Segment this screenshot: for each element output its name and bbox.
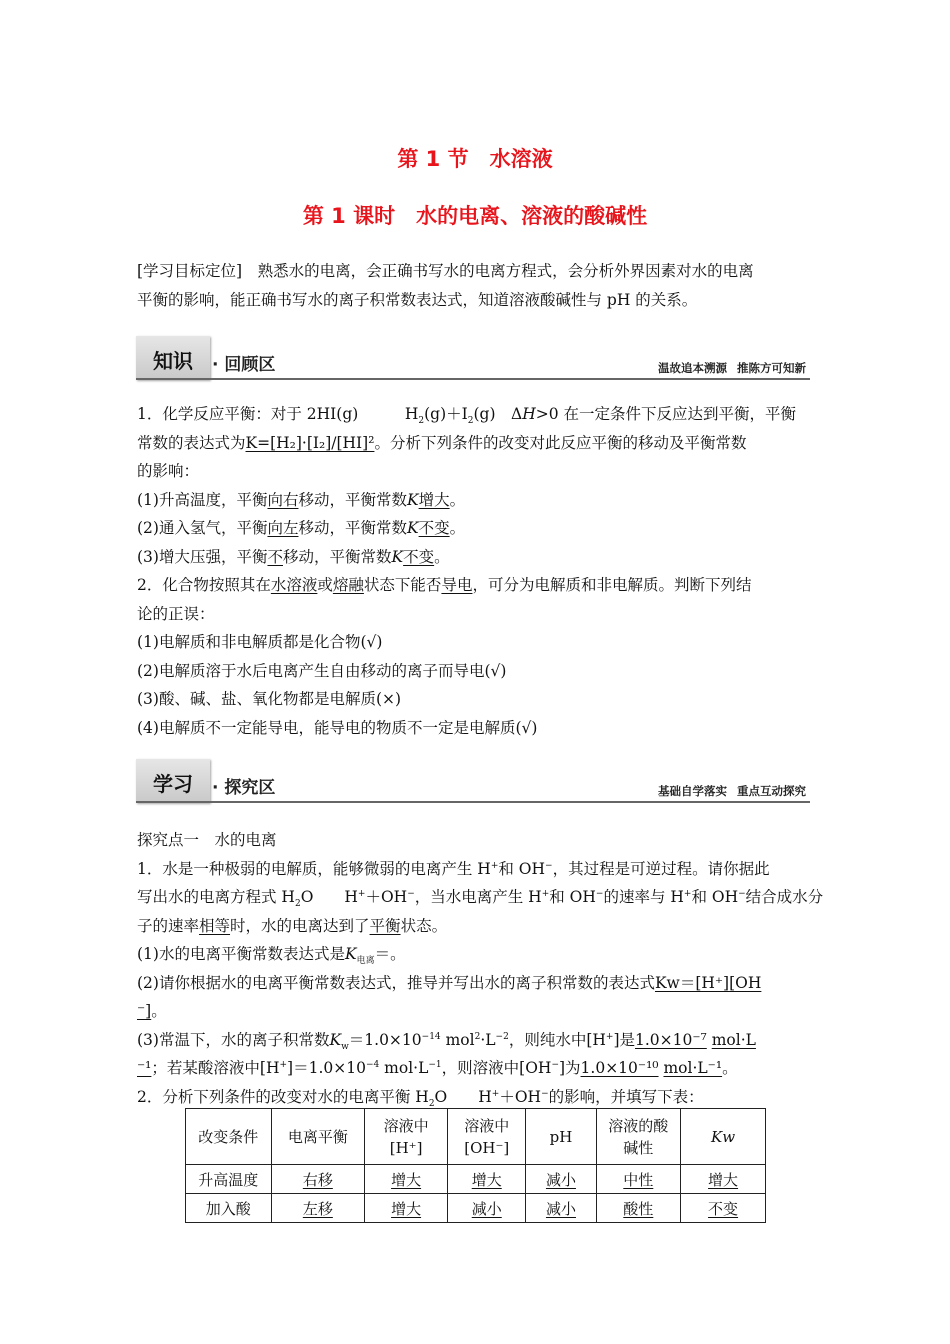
review-q2-item4: (4)电解质不一定能导电，能导电的物质不一定是电解质(√) [137, 718, 538, 737]
review-q1-item2: (2)通入氢气，平衡向左移动，平衡常数K不变。 [137, 519, 466, 537]
review-q2-line2: 论的正误： [137, 604, 215, 623]
banner-slogan: 温故追本溯源 推陈方可知新 [657, 361, 806, 375]
review-q2-item1: (1)电解质和非电解质都是化合物(√) [137, 633, 383, 651]
table-cell: 酸性 [596, 1194, 681, 1223]
explore-p2: 2．分析下列条件的改变对水的电离平衡 $H_2O$ H+＋OH−的影响，并填写下表： [137, 1087, 704, 1109]
banner-rule [136, 378, 810, 380]
review-q1-item3: (3)增大压强，平衡不移动，平衡常数K不变。 [137, 547, 450, 566]
banner-subtitle: · 回顾区 [212, 355, 276, 375]
explore-section [137, 826, 824, 1111]
table-row [186, 1165, 766, 1194]
review-q1-item1: (1)升高温度，平衡向右移动，平衡常数K增大。 [137, 490, 466, 509]
table-cell: 增大 [365, 1165, 448, 1194]
explore-p1-line3: 子的速率相等时，水的电离达到了平衡状态。 [137, 916, 448, 935]
review-section [137, 400, 813, 742]
table-cell: 减小 [526, 1165, 596, 1194]
review-q1-line1: 1．化学反应平衡：对于 2HI(g) $H_2(g)+I_2(g)$ ΔH>0 在一定条件下反应达到平衡，平衡 [137, 405, 796, 427]
explore-sub2-line1: (2)请你根据水的电离平衡常数表达式，推导并写出水的离子积常数的表达式Kw＝[H⁺][OH [137, 973, 762, 992]
explore-p1-line2: 写出水的电离方程式 $H_2O$ H+＋OH−，当水电离产生 H+和 OH−的速率与 H+和 OH−结合成水分 [137, 888, 824, 910]
table-cell: 减小 [526, 1194, 596, 1223]
review-banner [136, 336, 810, 380]
table-cell: 增大 [448, 1165, 526, 1194]
explore-sub2-line2: ⁻]。 [137, 1002, 167, 1020]
explore-sub3-line2: ⁻¹；若某酸溶液中$[H^+]=1.0\times 10^{-4}$ $mol\cdot L^{-1}$，则溶液中[OH−]为1.0×10⁻¹⁰ mol·L⁻¹。 [137, 1059, 738, 1077]
learning-objective [137, 257, 813, 314]
table-header-cell: pH [526, 1109, 596, 1165]
banner-rule [136, 801, 810, 803]
table-cell: 加入酸 [186, 1194, 272, 1223]
banner-subtitle: · 探究区 [212, 778, 276, 798]
table-header-cell: 溶液中 [H⁺] [365, 1109, 448, 1165]
table-header-cell: 电离平衡 [271, 1109, 364, 1165]
review-q1-line2: 常数的表达式为K=[H₂]·[I₂]/[HI]²。分析下列条件的改变对此反应平衡的移动及平衡常数 [137, 433, 747, 452]
review-q2-line1: 2．化合物按照其在水溶液或熔融状态下能否导电，可分为电解质和非电解质。判断下列结 [137, 576, 752, 594]
equilibrium-expression: K=[H₂]·[I₂]/[HI]² [245, 433, 375, 452]
explore-p1-line1: 1．水是一种极弱的电解质，能够微弱的电离产生 H+和 OH−，其过程是可逆过程。请你据此 [137, 859, 770, 878]
table-header-row [186, 1109, 766, 1165]
objective-label: [学习目标定位] [137, 262, 243, 280]
table-cell: 不变 [681, 1194, 766, 1223]
lesson-title: 第 1 课时 水的电离、溶液的酸碱性 [302, 204, 648, 228]
objective-text-2: 平衡的影响，能正确书写水的离子积常数表达式，知道溶液酸碱性与 pH 的关系。 [137, 290, 698, 309]
table-header-cell: 改变条件 [186, 1109, 272, 1165]
objective-text-1: 熟悉水的电离，会正确书写水的电离方程式，会分析外界因素对水的电离 [257, 262, 754, 280]
table-cell: 左移 [271, 1194, 364, 1223]
table-cell: 减小 [448, 1194, 526, 1223]
review-q1-line3: 的影响： [137, 462, 200, 480]
review-q2-item3: (3)酸、碱、盐、氧化物都是电解质(×) [137, 690, 402, 708]
explore-point-title: 探究点一 水的电离 [137, 831, 277, 849]
equilibrium-table [185, 1108, 766, 1223]
banner-tab: 知识 [136, 336, 210, 380]
table-header-cell: 溶液的酸 碱性 [596, 1109, 681, 1165]
review-q2-item2: (2)电解质溶于水后电离产生自由移动的离子而导电(√) [137, 661, 507, 680]
table-row [186, 1194, 766, 1223]
explore-sub1: (1)水的电离平衡常数表达式是$K_{电离}=$。 [137, 945, 406, 967]
table-header-cell: Kw [681, 1109, 766, 1165]
banner-slogan: 基础自学落实 重点互动探究 [657, 784, 806, 798]
banner-tab: 学习 [136, 759, 210, 803]
table-cell: 升高温度 [186, 1165, 272, 1194]
explore-sub3-line1: (3)常温下，水的离子积常数$K_w=1.0\times 10^{-14}$ $mol^2\cdot L^{-2}$，则纯水中[H+]是1.0×10⁻⁷ mol·L [137, 1030, 756, 1052]
section-title: 第 1 节 水溶液 [397, 147, 553, 171]
explore-banner [136, 759, 810, 803]
table-cell: 增大 [365, 1194, 448, 1223]
table-cell: 增大 [681, 1165, 766, 1194]
table-cell: 右移 [271, 1165, 364, 1194]
table-header-cell: 溶液中 [OH⁻] [448, 1109, 526, 1165]
table-cell: 中性 [596, 1165, 681, 1194]
